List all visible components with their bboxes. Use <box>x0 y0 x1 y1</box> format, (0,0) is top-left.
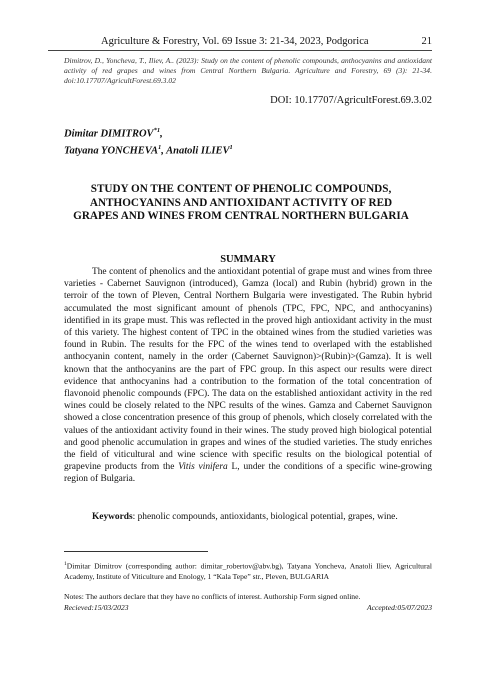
keywords-text: : phenolic compounds, antioxidants, biological potential, grapes, wine. <box>132 512 398 522</box>
citation: Dimitrov, D., Yoncheva, T., Iliev, A.. (2023): Study on the content of phenolic compounds, anthocyanins and antioxidant activity of red grapes and wines from Central Northern Bulgaria. Agriculture and Forestry, 69 (3): 21-34. doi:10.17707/AgricultForest.69.3.02 <box>64 56 432 85</box>
summary-body: The content of phenolics and the antioxidant potential of grape must and wines from three varieties - Cabernet Sauvignon (introduced), Gamza (local) and Rubin (hybrid) grown in the terroir of the town of Pleven, Central Northern Bulgaria were investigated. The Rubin hybrid accumulated the most significant amount of phenols (TPC, FPC, NPC, and anthocyanins) identified in its grape must. This was reflected in the proved high antioxidant activity in the must of this variety. The highest content of TPC in the obtained wines from the studied varieties was found in Rubin. The results for the FPC of the wines tend to overlaped with the established anthocyanin content, namely in the order (Cabernet Sauvignon)>(Rubin)>(Gamza). It is well known that the anthocyanins are the part of FPC group. In this aspect our results were direct evidence that anthocyanins had a contribution to the formation of the total concentration of flavonoid phenolic compounds (FPC). The data on the established antioxidant activity in the red wines could be closely related to the NPC results of the wines. Gamza and Cabernet Sauvignon showed a close concentration presence of this group of phenols, which closely correlated with the values of the antioxidant activity found in their wines. The study proved high biological potential and good phenolic accumulation in grapes and wines of the studied varieties. The study enriches the field of viticultural and wine science with specific results on the biological potential of grapevine products from the <box>64 267 432 473</box>
accepted-date: Accepted:05/07/2023 <box>367 603 432 612</box>
summary-heading: SUMMARY <box>220 254 276 265</box>
author-list <box>64 124 424 157</box>
keywords <box>64 511 432 523</box>
author-separator: , <box>160 128 163 140</box>
author-line-2 <box>64 141 424 158</box>
author-affiliation-mark: 1 <box>158 143 162 151</box>
author-footnote <box>64 559 432 582</box>
author-separator: , <box>161 145 167 156</box>
author-affiliation-mark: *1 <box>153 127 161 134</box>
doi: DOI: 10.17707/AgricultForest.69.3.02 <box>270 95 432 106</box>
article-title: STUDY ON THE CONTENT OF PHENOLIC COMPOUNDS, ANTHOCYANINS AND ANTIOXIDANT ACTIVITY OF RED GRAPES AND WINES FROM CENTRAL NORTHERN BULGARIA <box>73 183 409 222</box>
footnote-mark: 1 <box>64 561 67 567</box>
author-name: Anatoli ILIEV <box>166 145 230 156</box>
summary-text <box>64 266 432 486</box>
footnote-divider <box>64 551 208 552</box>
submission-dates <box>64 603 432 612</box>
author-name: Tatyana YONCHEVA <box>64 145 159 156</box>
keywords-label: Keywords <box>92 512 133 522</box>
author-line-1 <box>64 124 424 141</box>
page-number: 21 <box>421 36 432 47</box>
journal-info: Agriculture & Forestry, Vol. 69 Issue 3: 21-34, 2023, Podgorica <box>100 36 369 47</box>
summary-body-end: L, under the conditions of a specific wine-growing region of Bulgaria. <box>64 462 432 485</box>
species-name: Vitis vinifera <box>178 462 228 473</box>
footnote-text: Dimitar Dimitrov (corresponding author: dimitar_robertov@abv.bg), Tatyana Yoncheva, Anatoli Iliev, Agricultural Academy, Institute of Viticulture and Enology, 1 “Kala Tepe” str., Pleven, BULGARIA <box>64 561 432 581</box>
author-name: Dimitar DIMITROV <box>64 128 154 140</box>
running-header <box>48 36 432 51</box>
author-affiliation-mark: 1 <box>229 143 233 151</box>
received-date: Recieved:15/03/2023 <box>64 603 129 612</box>
conflict-notes: Notes: The authors declare that they have no conflicts of interest. Authorship Form signed online. <box>64 592 361 601</box>
